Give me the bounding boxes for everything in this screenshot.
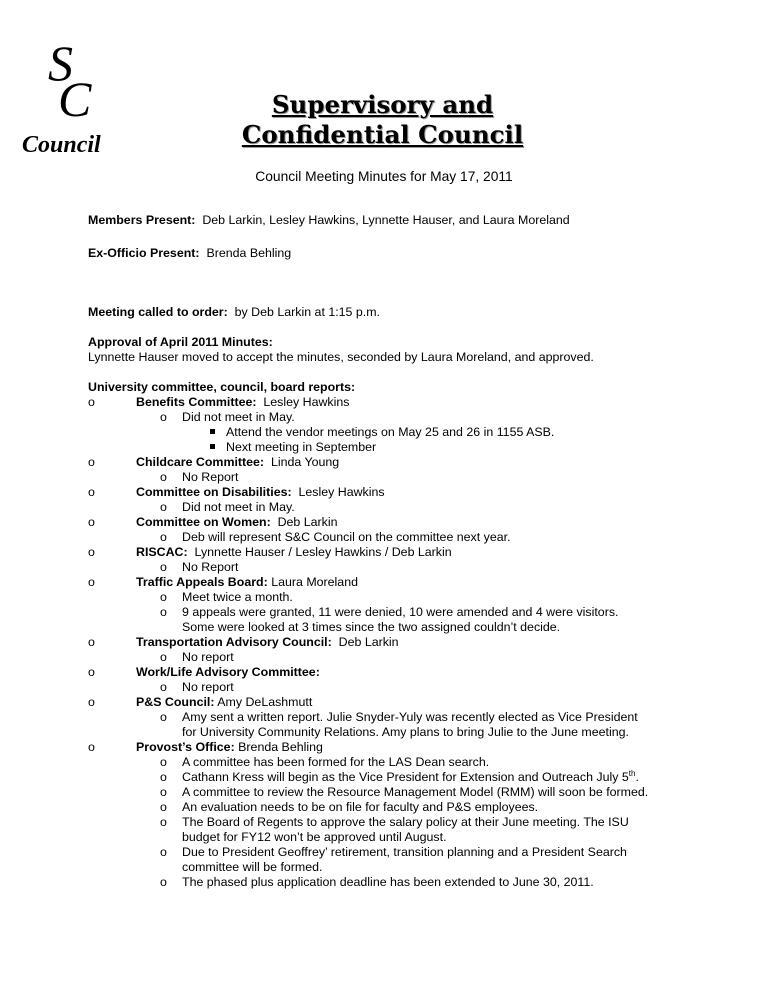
childcare-label: Childcare Committee: [136, 455, 265, 469]
bullet-marker: o [160, 770, 167, 784]
logo-word: Council [22, 132, 101, 158]
bullet-marker: o [160, 650, 167, 664]
ps-label: P&S Council: [136, 695, 215, 709]
transport-heading [136, 635, 399, 650]
title-line-2: Confidential Council [241, 120, 524, 149]
bullet-marker: o [88, 485, 95, 499]
ps-name: Amy DeLashmutt [217, 695, 313, 709]
childcare-name: Linda Young [270, 455, 340, 469]
traffic-item-2b: Some were looked at 3 times since the two assigned couldn’t decide. [182, 620, 561, 634]
meeting-called [88, 305, 380, 320]
disabilities-label: Committee on Disabilities: [136, 485, 292, 499]
benefits-label: Benefits Committee: [136, 395, 257, 409]
members-label: Members Present: [88, 213, 196, 227]
riscac-heading [136, 545, 452, 560]
approval-text: Lynnette Hauser moved to accept the minutes, seconded by Laura Moreland, and approved. [88, 350, 594, 364]
bullet-marker: o [160, 680, 167, 694]
bullet-marker: o [160, 530, 167, 544]
bullet-marker: o [88, 740, 95, 754]
women-name: Deb Larkin [277, 515, 338, 529]
transport-name: Deb Larkin [338, 635, 399, 649]
bullet-marker: o [160, 590, 167, 604]
traffic-item-1: Meet twice a month. [182, 590, 293, 604]
women-item-1: Deb will represent S&C Council on the committee next year. [182, 530, 511, 544]
benefits-heading [136, 395, 349, 410]
members-present [88, 213, 570, 228]
bullet-marker: o [88, 395, 95, 409]
childcare-item-1: No Report [182, 470, 239, 484]
bullet-marker: o [160, 410, 167, 424]
called-label: Meeting called to order: [88, 305, 228, 319]
benefits-name: Lesley Hawkins [263, 395, 350, 409]
logo-letter-s: S [48, 35, 73, 91]
approval-heading: Approval of April 2011 Minutes: [88, 335, 273, 349]
riscac-name: Lynnette Hauser / Lesley Hawkins / Deb Larkin [194, 545, 452, 559]
council-logo [22, 35, 122, 162]
document-subtitle: Council Meeting Minutes for May 17, 2011 [255, 169, 513, 184]
provost-item-2 [182, 770, 639, 785]
title-line-1: Supervisory and [271, 90, 494, 119]
bullet-marker: o [88, 455, 95, 469]
provost-item-6b: committee will be formed. [182, 860, 323, 874]
riscac-label: RISCAC: [136, 545, 188, 559]
traffic-label: Traffic Appeals Board: [136, 575, 268, 589]
ps-item-1b: for University Community Relations. Amy plans to bring Julie to the June meeting. [182, 725, 629, 739]
riscac-item-1: No Report [182, 560, 239, 574]
exofficio-label: Ex-Officio Present: [88, 246, 200, 260]
disabilities-item-1: Did not meet in May. [182, 500, 295, 514]
bullet-marker: o [160, 845, 167, 859]
traffic-name: Laura Moreland [271, 575, 358, 589]
benefits-sub-1: Attend the vendor meetings on May 25 and 26 in 1155 ASB. [226, 425, 555, 439]
transport-label: Transportation Advisory Council: [136, 635, 332, 649]
bullet-marker: o [160, 875, 167, 889]
bullet-marker: o [88, 695, 95, 709]
transport-item-1: No report [182, 650, 234, 664]
bullet-marker: o [88, 515, 95, 529]
traffic-item-2a: 9 appeals were granted, 11 were denied, 10 were amended and 4 were visitors. [182, 605, 619, 619]
provost-label: Provost’s Office: [136, 740, 235, 754]
childcare-heading [136, 455, 339, 470]
women-label: Committee on Women: [136, 515, 271, 529]
provost-item-4: An evaluation needs to be on file for faculty and P&S employees. [182, 800, 539, 814]
ps-item-1a: Amy sent a written report. Julie Snyder-Yuly was recently elected as Vice President [182, 710, 638, 724]
provost-item-1: A committee has been formed for the LAS Dean search. [182, 755, 490, 769]
bullet-marker: o [88, 665, 95, 679]
bullet-marker: o [160, 815, 167, 829]
reports-heading: University committee, council, board reports: [88, 380, 356, 394]
bullet-marker: o [160, 470, 167, 484]
disabilities-name: Lesley Hawkins [298, 485, 385, 499]
bullet-marker: o [160, 710, 167, 724]
bullet-marker: o [88, 545, 95, 559]
square-bullet [210, 440, 215, 455]
provost-item-2-text: Cathann Kress will begin as the Vice President for Extension and Outreach July 5 [182, 770, 629, 784]
exofficio-value: Brenda Behling [206, 246, 292, 260]
bullet-marker: o [160, 785, 167, 799]
logo-letter-c: C [58, 71, 92, 127]
provost-item-5a: The Board of Regents to approve the salary policy at their June meeting. The ISU [182, 815, 629, 829]
members-value: Deb Larkin, Lesley Hawkins, Lynnette Hauser, and Laura Moreland [202, 213, 570, 227]
provost-item-6a: Due to President Geoffrey’ retirement, transition planning and a President Search [182, 845, 627, 859]
worklife-item-1: No report [182, 680, 234, 694]
benefits-item-1: Did not meet in May. [182, 410, 295, 424]
provost-item-2-sup: th [628, 768, 636, 778]
disabilities-heading [136, 485, 385, 500]
benefits-sub-2: Next meeting in September [226, 440, 377, 454]
document-title [190, 90, 575, 150]
provost-item-2-end: . [635, 770, 639, 784]
bullet-marker: o [88, 575, 95, 589]
women-heading [136, 515, 338, 530]
provost-item-3: A committee to review the Resource Management Model (RMM) will soon be formed. [182, 785, 649, 799]
bullet-marker: o [160, 755, 167, 769]
provost-name: Brenda Behling [238, 740, 323, 754]
bullet-marker: o [160, 800, 167, 814]
worklife-heading: Work/Life Advisory Committee: [136, 665, 320, 679]
ps-heading [136, 695, 312, 710]
called-value: by Deb Larkin at 1:15 p.m. [234, 305, 380, 319]
traffic-heading [136, 575, 358, 590]
provost-item-5b: budget for FY12 won’t be approved until August. [182, 830, 447, 844]
bullet-marker: o [160, 560, 167, 574]
bullet-marker: o [88, 635, 95, 649]
provost-heading [136, 740, 323, 755]
bullet-marker: o [160, 605, 167, 619]
square-bullet [210, 425, 215, 440]
bullet-marker: o [160, 500, 167, 514]
exofficio-present [88, 246, 291, 261]
provost-item-7: The phased plus application deadline has been extended to June 30, 2011. [182, 875, 594, 889]
